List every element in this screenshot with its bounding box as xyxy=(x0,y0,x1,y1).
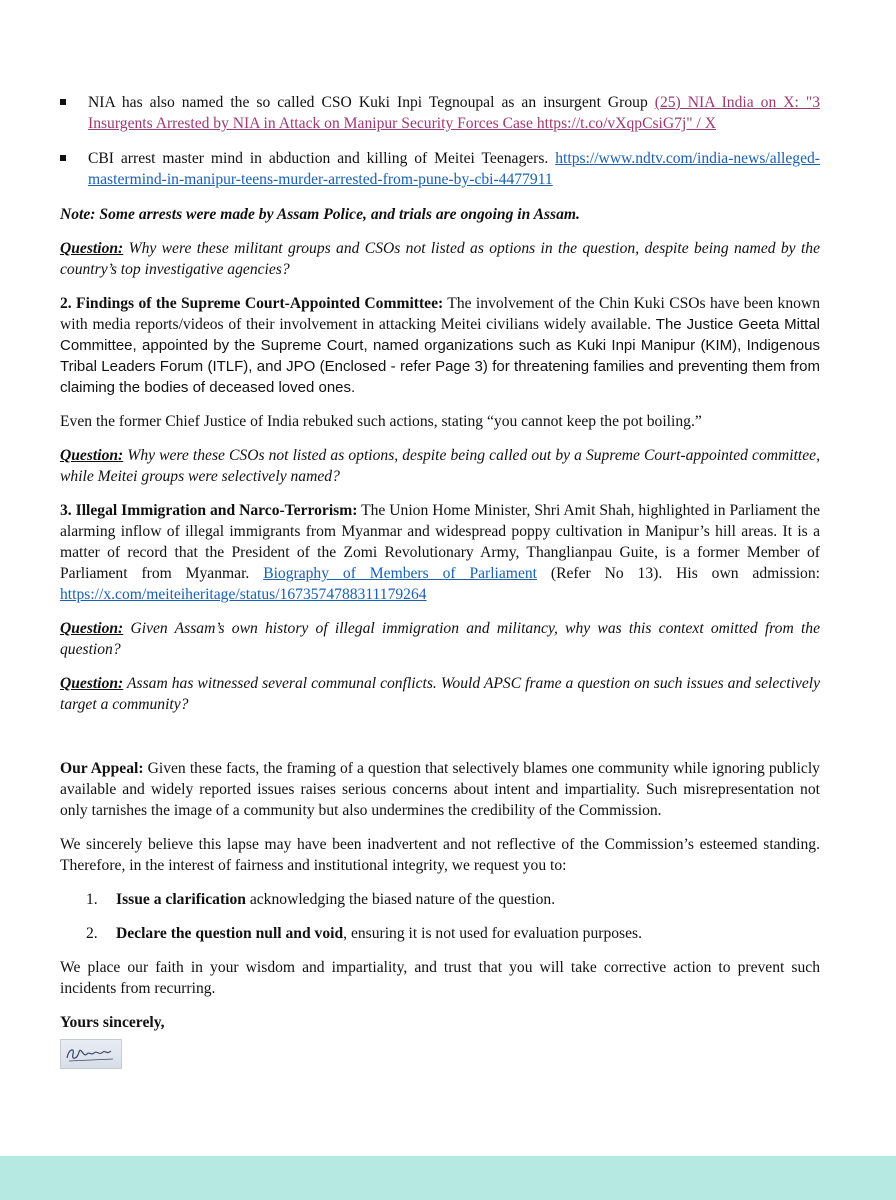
request-bold: Issue a clarification xyxy=(116,891,246,908)
bullet-item-nia xyxy=(60,92,820,134)
request-bold: Declare the question null and void xyxy=(116,925,344,942)
section-2-heading: 2. Findings of the Supreme Court-Appointed Committee: xyxy=(60,295,444,312)
request-rest: acknowledging the biased nature of the question. xyxy=(245,891,556,908)
ndtv-link[interactable]: https://www.ndtv.com/india-news/alleged-mastermind-in-manipur-teens-murder-arrested-from-pune-by-cbi-4477911 xyxy=(88,150,820,188)
request-item xyxy=(60,889,820,910)
bullet-square-icon xyxy=(60,155,66,161)
question-2 xyxy=(60,445,820,487)
request-number: 1. xyxy=(86,891,98,908)
question-text: Given Assam’s own history of illegal immigration and militancy, why was this context omitted from the question? xyxy=(60,620,820,658)
biography-link[interactable]: Biography of Members of Parliament xyxy=(263,565,537,582)
section-3-text: The Union Home Minister, Shri Amit Shah, highlighted in Parliament the alarming inflow of illegal immigrants from Myanmar and widespread poppy cultivation in Manipur’s hill areas. It is a matter of record that the President of the Zomi Revolutionary Army, Thanglianpau Guite, is a former Member of Parliament from Myanmar. xyxy=(60,502,821,582)
question-label: Question: xyxy=(60,675,124,692)
section-2-committee-text: The Justice Geeta Mittal Committee, appointed by the Supreme Court, named organizations such as Kuki Inpi Manipur (KIM), Indigenous Tribal Leaders Forum (ITLF), and JPO (Enclosed - refer Page 3) for threatening families and preventing them from claiming the bodies of deceased loved ones. xyxy=(60,316,820,396)
nia-x-link[interactable]: (25) NIA India on X: "3 Insurgents Arrested by NIA in Attack on Manipur Security Forces Case https://t.co/vXqpCsiG7j" / X xyxy=(88,94,820,132)
question-4 xyxy=(60,673,820,715)
question-3 xyxy=(60,618,820,660)
cji-paragraph: Even the former Chief Justice of India rebuked such actions, stating “you cannot keep the pot boiling.” xyxy=(60,413,702,430)
spacer xyxy=(60,728,820,758)
note-text: Note: Some arrests were made by Assam Police, and trials are ongoing in Assam. xyxy=(60,206,580,223)
signature-image xyxy=(60,1039,122,1069)
bullet-text: NIA has also named the so called CSO Kuki Inpi Tegnoupal as an insurgent Group xyxy=(88,94,655,111)
bullet-square-icon xyxy=(60,99,66,105)
question-text: Why were these CSOs not listed as options, despite being called out by a Supreme Court-appointed committee, while Meitei groups were selectively named? xyxy=(60,447,820,485)
question-label: Question: xyxy=(60,447,124,464)
request-rest: , ensuring it is not used for evaluation purposes. xyxy=(343,925,642,942)
section-2-text: The involvement of the Chin Kuki CSOs have been known with media reports/videos of their involvement in attacking Meitei civilians widely available. xyxy=(60,295,820,333)
bullet-item-cbi xyxy=(60,148,820,190)
signature-icon xyxy=(61,1040,121,1068)
appeal-paragraph xyxy=(60,758,820,821)
question-1 xyxy=(60,238,820,280)
question-label: Question: xyxy=(60,620,124,637)
appeal-label: Our Appeal: xyxy=(60,760,144,777)
meiteiheritage-link[interactable]: https://x.com/meiteiheritage/status/1673574788311179264 xyxy=(60,586,427,603)
request-item xyxy=(60,923,820,944)
section-3-heading: 3. Illegal Immigration and Narco-Terrorism: xyxy=(60,502,358,519)
request-list xyxy=(60,889,820,944)
section-3-paragraph xyxy=(60,500,820,605)
faith-paragraph: We place our faith in your wisdom and impartiality, and trust that you will take corrective action to prevent such incidents from recurring. xyxy=(60,959,820,997)
appeal-text: Given these facts, the framing of a question that selectively blames one community while ignoring publicly available and widely reported issues raises serious concerns about intent and impartiality. Such misrepresentation not only tarnishes the image of a community but also undermines the credibility of the Commission. xyxy=(60,760,820,819)
letter-page xyxy=(60,92,820,1069)
question-label: Question: xyxy=(60,240,124,257)
section-3-text-2: (Refer No 13). His own admission: xyxy=(537,565,820,582)
request-number: 2. xyxy=(86,925,98,942)
question-text: Why were these militant groups and CSOs not listed as options in the question, despite being named by the country’s top investigative agencies? xyxy=(60,240,820,278)
closing: Yours sincerely, xyxy=(60,1014,165,1031)
bullet-text: CBI arrest master mind in abduction and killing of Meitei Teenagers. xyxy=(88,150,556,167)
section-2-paragraph xyxy=(60,293,820,398)
believe-paragraph: We sincerely believe this lapse may have been inadvertent and not reflective of the Commission’s esteemed standing. Therefore, in the interest of fairness and institutional integrity, we request you to: xyxy=(60,836,820,874)
footer-band xyxy=(0,1156,896,1200)
question-text: Assam has witnessed several communal conflicts. Would APSC frame a question on such issues and selectively target a community? xyxy=(60,675,820,713)
